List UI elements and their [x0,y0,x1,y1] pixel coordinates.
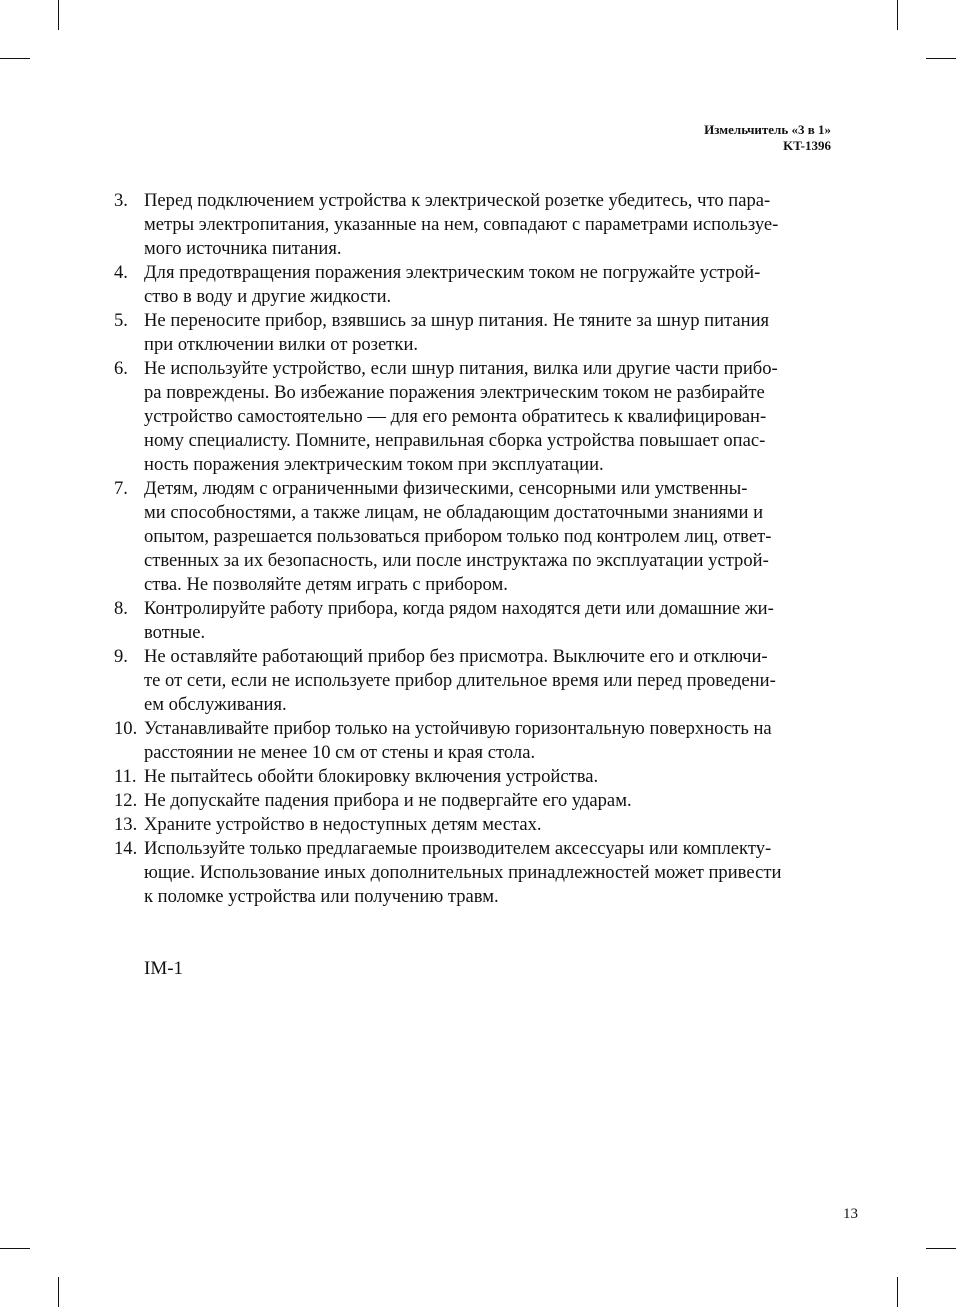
list-item-text [144,357,830,477]
list-item [114,309,830,357]
crop-mark-bottom-left [0,1248,30,1249]
list-item-number: 7. [114,478,128,499]
text-line: ному специалисту. Помните, неправильная сборка устройства повышает опас- [144,430,766,451]
list-item [114,789,830,813]
list-item-number: 3. [114,190,128,211]
list-item-text [144,189,830,261]
text-line: ра повреждены. Во избежание поражения электрическим током не разбирайте [144,382,765,403]
page-number: 13 [843,1206,858,1222]
crop-mark-bottom-right [897,1277,898,1307]
crop-mark-top-right [926,58,956,59]
list-item [114,837,830,909]
text-line: Не оставляйте работающий прибор без присмотра. Выключите его и отключи- [144,646,768,667]
list-item [114,717,830,765]
list-item [114,477,830,597]
crop-mark-top-left [58,0,59,30]
running-header [704,122,831,154]
list-item-number: 8. [114,598,128,619]
list-item-text [144,789,830,813]
text-line: ства. Не позволяйте детям играть с прибором. [144,574,508,595]
safety-instructions-list [114,189,830,909]
list-item-number: 4. [114,262,128,283]
text-line: ми способностями, а также лицам, не обладающим достаточными знаниями и [144,502,764,523]
list-item [114,813,830,837]
crop-mark-top-left [0,58,30,59]
crop-mark-top-right [897,0,898,30]
list-item-number: 13. [114,814,138,835]
list-item-text [144,477,830,597]
text-line: метры электропитания, указанные на нем, совпадают с параметрами используе- [144,214,779,235]
list-item-text [144,837,830,909]
list-item-number: 6. [114,358,128,379]
text-line: ем обслуживания. [144,694,287,715]
text-line: Контролируйте работу прибора, когда рядом находятся дети или домашние жи- [144,598,774,619]
list-item [114,261,830,309]
text-line: Не допускайте падения прибора и не подвергайте его ударам. [144,790,632,811]
text-line: Детям, людям с ограниченными физическими, сенсорными или умственны- [144,478,748,499]
text-line: ственных за их безопасность, или после инструктажа по эксплуатации устрой- [144,550,769,571]
text-line: те от сети, если не используете прибор длительное время или перед проведени- [144,670,776,691]
text-line: Храните устройство в недоступных детям местах. [144,814,542,835]
text-line: расстоянии не менее 10 см от стены и края стола. [144,742,536,763]
list-item [114,597,830,645]
list-item-text [144,765,830,789]
text-line: Устанавливайте прибор только на устойчивую горизонтальную поверхность на [144,718,772,739]
header-model: KT-1396 [783,138,831,153]
list-item [114,645,830,717]
text-line: к поломке устройства или получению травм. [144,886,499,907]
text-line: Не переносите прибор, взявшись за шнур питания. Не тяните за шнур питания [144,310,770,331]
crop-mark-bottom-left [58,1277,59,1307]
list-item-text [144,813,830,837]
list-item [114,765,830,789]
text-line: Для предотвращения поражения электрическим током не погружайте устрой- [144,262,761,283]
list-item-number: 14. [114,838,138,859]
header-product: Измельчитель «3 в 1» [704,122,831,137]
text-line: Не пытайтесь обойти блокировку включения устройства. [144,766,599,787]
list-item-number: 10. [114,718,138,739]
text-line: ющие. Использование иных дополнительных принадлежностей может привести [144,862,782,883]
list-item-number: 11. [114,766,137,787]
list-item [114,357,830,477]
list-item-text [144,309,830,357]
crop-mark-bottom-right [926,1248,956,1249]
text-line: устройство самостоятельно — для его ремонта обратитесь к квалифицирован- [144,406,767,427]
list-item-text [144,261,830,309]
list-item-number: 9. [114,646,128,667]
document-code: IM-1 [144,958,184,979]
list-item [114,189,830,261]
list-item-text [144,717,830,765]
text-line: Используйте только предлагаемые производителем аксессуары или комплекту- [144,838,772,859]
text-line: ность поражения электрическим током при эксплуатации. [144,454,604,475]
text-line: опытом, разрешается пользоваться прибором только под контролем лиц, ответ- [144,526,772,547]
list-item-number: 5. [114,310,128,331]
text-line: при отключении вилки от розетки. [144,334,419,355]
text-line: Не используйте устройство, если шнур питания, вилка или другие части прибо- [144,358,778,379]
text-line: мого источника питания. [144,238,342,259]
list-item-text [144,597,830,645]
text-line: Перед подключением устройства к электрической розетке убедитесь, что пара- [144,190,771,211]
list-item-number: 12. [114,790,138,811]
list-item-text [144,645,830,717]
text-line: вотные. [144,622,206,643]
text-line: ство в воду и другие жидкости. [144,286,392,307]
